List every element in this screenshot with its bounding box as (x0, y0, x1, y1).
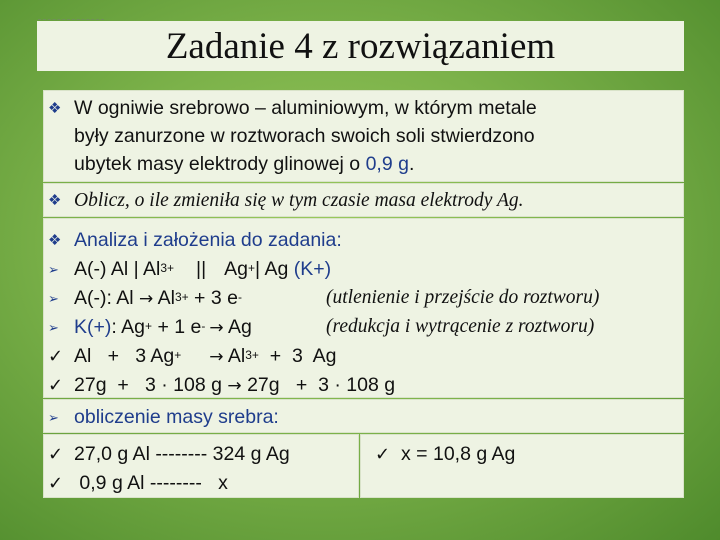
proportion-box (43, 434, 359, 498)
slide-title: Zadanie 4 z rozwiązaniem (165, 25, 556, 67)
task-line-1: ❖ W ogniwie srebrowo – aluminiowym, w którym metale (48, 94, 537, 124)
checkmark-icon: ✓ (375, 444, 391, 464)
reaction-arrow-icon: → (209, 347, 224, 367)
cathode-note: (redukcja i wytrącenie z roztworu) (326, 316, 595, 337)
diamond-bullet-icon: ❖ (48, 101, 62, 117)
calc-heading-box (43, 399, 684, 433)
checkmark-icon: ✓ (48, 444, 64, 464)
cathode-reaction: ➢ K(+): Ag+ + 1 e- → Ag (48, 313, 252, 343)
reaction-arrow-icon: → (139, 289, 154, 309)
overall-reaction: ✓ Al + 3 $Ag^+ \to Al^{3+} + 3$ Ag (48, 342, 336, 371)
checkmark-icon: ✓ (48, 473, 64, 493)
calc-heading: ➢ obliczenie masy srebra: (48, 403, 279, 433)
anode-reaction: ➢ A(-): $Al \to Al^{3+} + 3$ e- (48, 284, 242, 314)
question-box (43, 183, 684, 217)
mass-balance: ✓ 27g + 3 · 108 g → 27g + 3 · 108 g (48, 371, 395, 400)
proportion-row-2: ✓ 0,9 g Al -------- x (48, 469, 228, 497)
task-line-3: ubytek masy elektrody glinowej o 0,9 g. (74, 153, 415, 175)
decorative-dash-line (38, 19, 104, 20)
title-bar (37, 21, 684, 71)
analysis-heading: ❖ Analiza i założenia do zadania: (48, 226, 342, 256)
mass-value: 0,9 g (365, 153, 409, 175)
result-box (360, 434, 684, 498)
diamond-bullet-icon: ❖ (48, 193, 62, 209)
checkmark-icon: ✓ (48, 375, 64, 395)
arrowhead-bullet-icon: ➢ (48, 320, 59, 335)
proportion-row-1: ✓ 27,0 g Al -------- 324 g Ag (48, 440, 290, 468)
task-box (43, 90, 684, 182)
analysis-box (43, 218, 684, 398)
checkmark-icon: ✓ (48, 346, 64, 366)
anode-note: (utlenienie i przejście do roztworu) (326, 287, 600, 308)
cell-notation: ➢ A(-) Al | $Al^{3+}$ || Ag+| Ag (K+) (48, 255, 331, 285)
arrowhead-bullet-icon: ➢ (48, 410, 59, 425)
arrowhead-bullet-icon: ➢ (48, 262, 59, 277)
arrowhead-bullet-icon: ➢ (48, 291, 59, 306)
reaction-arrow-icon: → (209, 318, 224, 338)
result-line: ✓ x = 10,8 g Ag (375, 440, 515, 468)
reaction-arrow-icon: → (227, 376, 242, 396)
question-line: ❖ Oblicz, o ile zmieniła się w tym czasie masa elektrody Ag. (48, 187, 524, 216)
task-line-2: były zanurzone w roztworach swoich soli stwierdzono (74, 125, 535, 147)
diamond-bullet-icon: ❖ (48, 233, 62, 249)
